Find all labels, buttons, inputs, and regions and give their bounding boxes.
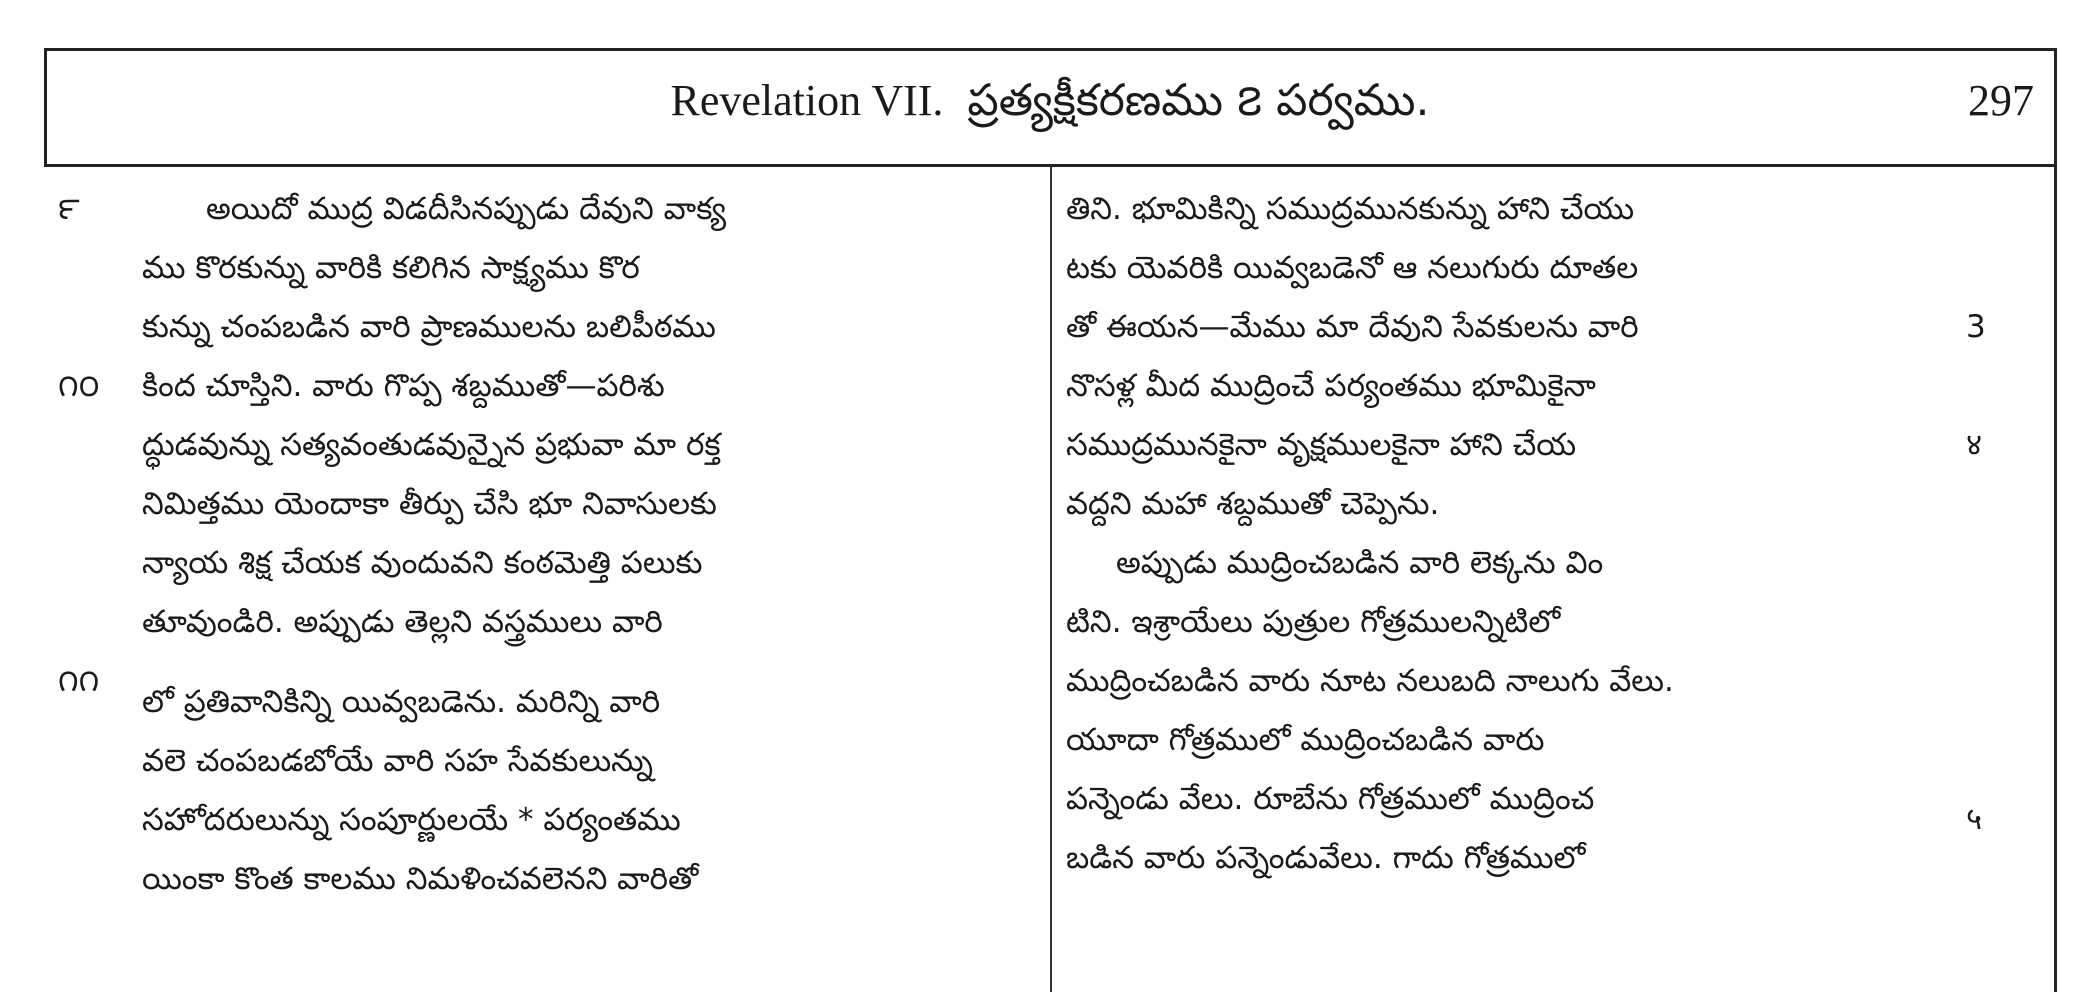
verse-number: ४ bbox=[1966, 427, 1983, 463]
left-text-column bbox=[142, 180, 1042, 909]
text-line: వలె చంపబడబోయే వారి సహ సేవకులున్ను bbox=[142, 743, 654, 779]
text-line: బడిన వారు పన్నెండువేలు. గాదు గోత్రములో bbox=[1066, 840, 1586, 876]
verse-number: ౧౧ bbox=[58, 663, 100, 699]
text-line: టిని. ఇశ్రాయేలు పుత్రుల గోత్రములన్నిటిలో bbox=[1066, 604, 1561, 640]
text-line: తిని. భూమికిన్ని సముద్రమునకున్ను హాని చేయు bbox=[1066, 191, 1635, 227]
text-line: ము కొరకున్ను వారికి కలిగిన సాక్ష్యము కొర bbox=[142, 250, 640, 286]
text-line: అప్పుడు ముద్రించబడిన వారి లెక్కను విం bbox=[1116, 545, 1604, 581]
running-head-latin: Revelation VII. bbox=[670, 76, 944, 125]
verse-number: ౧౦ bbox=[58, 368, 100, 404]
running-head-telugu: ప్రత్యక్షీకరణము ౭ పర్వము. bbox=[967, 75, 1430, 126]
column-divider bbox=[1050, 167, 1052, 992]
text-line: టకు యెవరికి యివ్వబడెనో ఆ నలుగురు దూతల bbox=[1066, 250, 1639, 286]
header-left-rule bbox=[44, 48, 47, 167]
verse-number: ५ bbox=[1966, 801, 1983, 837]
page-right-rule bbox=[2054, 48, 2057, 992]
text-line: తో ఈయన—మేము మా దేవుని సేవకులను వారి bbox=[1066, 309, 1639, 345]
header-top-rule bbox=[44, 48, 2056, 51]
text-line: ముద్రించబడిన వారు నూట నలుబది నాలుగు వేలు. bbox=[1066, 663, 1674, 699]
text-line: వద్దని మహా శబ్దముతో చెప్పెను. bbox=[1066, 486, 1440, 522]
verse-number: 3 bbox=[1966, 309, 1986, 345]
text-line: నొసళ్ల మీద ముద్రించే పర్యంతము భూమికైనా bbox=[1066, 368, 1596, 404]
text-line: ద్ధుడవున్ను సత్యవంతుడవున్నైన ప్రభువా మా రక్త bbox=[142, 427, 721, 463]
text-line: పన్నెండు వేలు. రూబేను గోత్రములో ముద్రించ bbox=[1066, 781, 1595, 817]
text-line: కున్ను చంపబడిన వారి ప్రాణములను బలిపీఠము bbox=[142, 309, 716, 345]
text-line: న్యాయ శిక్ష చేయక వుందువని కంఠమెత్తి పలుకు bbox=[142, 545, 703, 581]
text-line: సహోదరులున్ను సంపూర్ణులయే * పర్యంతము bbox=[142, 802, 681, 838]
text-line: సముద్రమునకైనా వృక్షములకైనా హాని చేయ bbox=[1066, 427, 1577, 463]
right-text-column bbox=[1066, 180, 2016, 888]
text-line: కింద చూస్తిని. వారు గొప్ప శబ్దముతో—పరిశు bbox=[142, 368, 665, 404]
verse-number: ౯ bbox=[58, 191, 80, 227]
page-number: 297 bbox=[1968, 76, 2034, 125]
text-line: అయిదో ముద్ర విడదీసినప్పుడు దేవుని వాక్య bbox=[206, 191, 727, 227]
text-line: యూదా గోత్రములో ముద్రించబడిన వారు bbox=[1066, 722, 1545, 758]
running-head bbox=[400, 66, 1700, 136]
text-line: లో ప్రతివానికిన్ని యివ్వబడెను. మరిన్ని వారి bbox=[142, 684, 661, 720]
text-line: తూవుండిరి. అప్పుడు తెల్లని వస్త్రములు వారి bbox=[142, 604, 663, 640]
text-line: యింకా కొంత కాలము నిమళించవలెనని వారితో bbox=[142, 861, 699, 897]
text-line: నిమిత్తము యెందాకా తీర్పు చేసి భూ నివాసులకు bbox=[142, 486, 717, 522]
